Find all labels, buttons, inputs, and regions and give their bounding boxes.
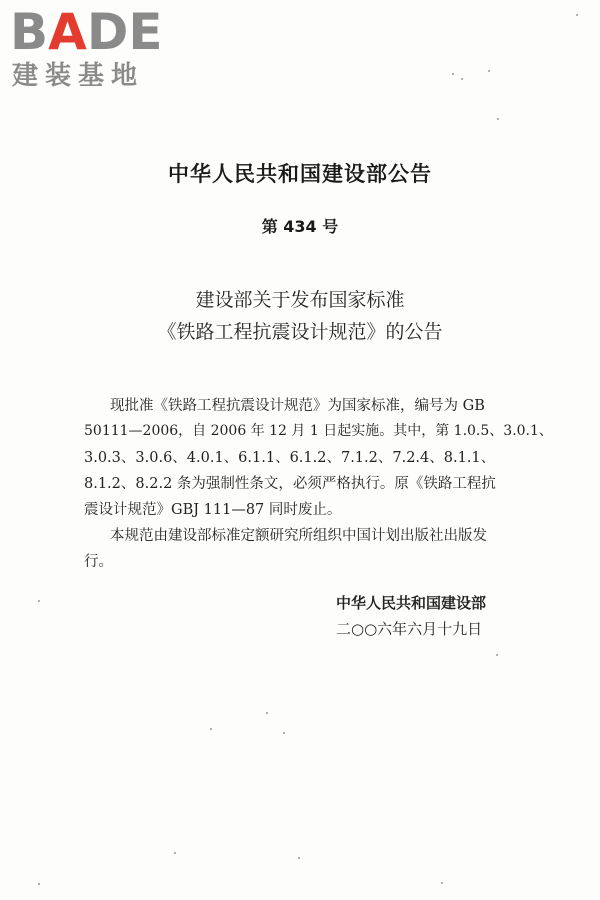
scan-speck [461, 78, 463, 80]
logo-letter-b: B [10, 3, 49, 61]
body-line: 8.1.2、8.2.2 条为强制性条文，必须严格执行。原《铁路工程抗 [84, 476, 496, 492]
scan-speck [174, 852, 176, 854]
body-line: 本规范由建设部标准定额研究所组织中国计划出版社出版发 [110, 528, 487, 544]
issue-date: 二○○六年六月十九日 [336, 620, 483, 638]
scan-speck [38, 600, 40, 602]
logo-subtext: 建装基地 [12, 61, 145, 91]
body-line: 3.0.3、3.0.6、4.0.1、6.1.1、6.1.2、7.1.2、7.2.4、8.1.1、 [84, 450, 496, 466]
scan-speck [496, 654, 498, 656]
announcement-title: 中华人民共和国建设部公告 [168, 162, 432, 186]
announcement-subtitle-line2: 《铁路工程抗震设计规范》的公告 [157, 321, 443, 343]
logo-wordmark [10, 3, 163, 61]
scan-speck [441, 882, 443, 884]
body-line: 现批准《铁路工程抗震设计规范》为国家标准，编号为 GB [110, 398, 485, 414]
logo-letter-a: A [48, 3, 87, 61]
scan-speck [210, 728, 212, 730]
scan-speck [576, 14, 578, 16]
scan-speck [497, 118, 499, 120]
scan-speck [452, 73, 454, 75]
bade-logo [10, 3, 175, 92]
issuing-organization: 中华人民共和国建设部 [336, 594, 487, 612]
body-line: 50111—2006，自 2006 年 12 月 1 日起实施。其中，第 1.0.5、3.0.1、 [84, 423, 553, 439]
announcement-number: 第 434 号 [261, 217, 339, 236]
scan-speck [283, 732, 285, 734]
scan-speck [266, 712, 268, 714]
scan-speck [38, 883, 40, 885]
announcement-subtitle-line1: 建设部关于发布国家标准 [195, 289, 405, 311]
body-line: 震设计规范》GBJ 111—87 同时废止。 [84, 502, 342, 518]
logo-letters-de: DE [86, 3, 163, 61]
body-line: 行。 [84, 554, 113, 570]
scan-speck [298, 857, 300, 859]
scan-speck [488, 70, 490, 72]
